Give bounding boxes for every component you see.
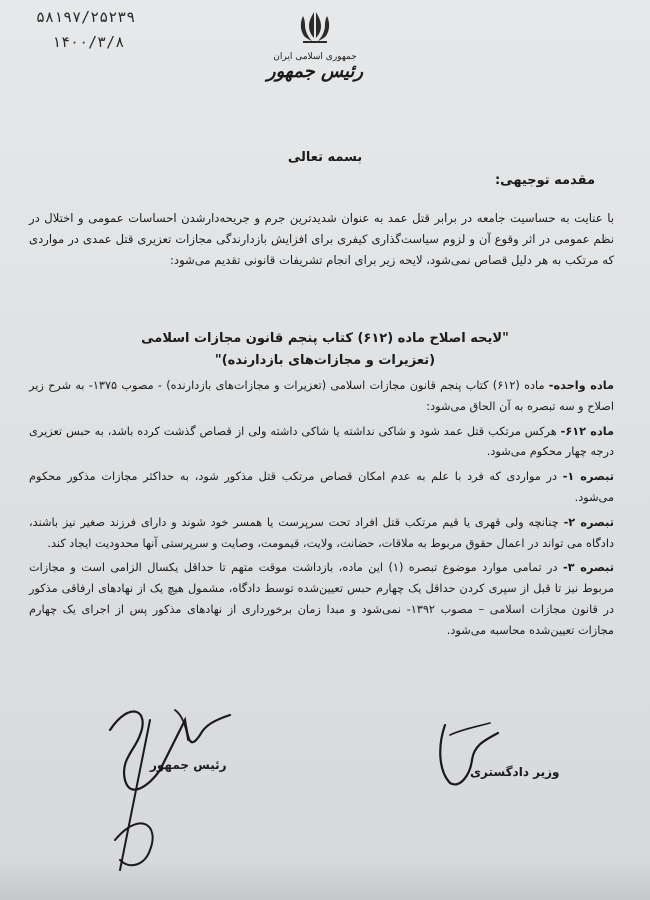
intro-heading: مقدمه توجیهی: xyxy=(494,173,595,188)
note-3-label: تبصره ۳- xyxy=(562,561,614,575)
letterhead xyxy=(250,6,380,82)
article-612-label: ماده ۶۱۲- xyxy=(560,424,614,438)
note-1-text: در مواردی که فرد با علم به عدم امکان قصاص مرتکب قتل مذکور شود، به حداکثر مجازات مذکور محکوم می‌شود. xyxy=(29,470,614,504)
intro-paragraph: با عنایت به حساسیت جامعه در برابر قتل عمد به عنوان شدیدترین جرم و جریحه‌دارشدن احساسات عمومی و اختلال در نظم عمومی در اثر وقوع آن و لزوم سیاست‌گذاری کیفری برای افزایش بازدارندگی مجازات تعزیری قتل عمدی در مواردی که مرتکب به هر دلیل قصاص نمی‌شود، لایحه زیر برای انجام تشریفات قانونی تقدیم می‌شود: xyxy=(29,211,614,267)
letter-date: ۱۴۰۰/۳/۸ xyxy=(52,33,125,51)
bill-title-line2: (تعزیرات و مجازات‌های بازدارنده)" xyxy=(214,353,436,368)
note-2-label: تبصره ۲- xyxy=(563,515,614,529)
bismillah: بسمه تعالی xyxy=(287,150,363,165)
note-1-label: تبصره ۱- xyxy=(562,470,614,484)
office-title: رئیس جمهور xyxy=(266,61,364,82)
reference-number: ۵۸۱۹۷/۲۵۲۳۹ xyxy=(36,8,136,26)
republic-title: جمهوری اسلامی ایران xyxy=(273,52,357,62)
bill-title-line1: "لایحه اصلاح ماده (۶۱۲) کتاب پنجم قانون مجازات اسلامی xyxy=(141,331,509,346)
note-1 xyxy=(29,467,614,509)
single-article xyxy=(29,376,614,418)
note-2-text: چنانچه ولی قهری یا قیم مرتکب قتل افراد تحت سرپرست یا همسر خود شوند و دارای فرزند صغیر نیز باشند، دادگاه می تواند در اعمال حقوق مربوط به ملاقات، حضانت، ولایت، قیمومت، وصایت و سرپرستی آنها محدودیت ایجاد کند. xyxy=(29,515,614,550)
note-3 xyxy=(29,558,614,641)
note-2 xyxy=(29,513,614,555)
single-article-label: ماده واحده- xyxy=(548,379,614,392)
minister-title: وزیر دادگستری xyxy=(470,765,560,779)
note-3-text: در تمامی موارد موضوع تبصره (۱) این ماده، بازداشت موقت متهم تا حداقل یکسال الزامی است و مجازات مربوط نیز تا قبل از سپری کردن حداقل یک چهارم حبس تعیین‌شده توسط دادگاه، مشمول هیچ یک از نهادهای ارفاقی مذکور در قانون مجازات اسلامی – مصوب ۱۳۹۲- نمی‌شود و مبدا زمان برخورداری از نهادهای مذکور پس از اجرای یک چهارم مجازات تعیین‌شده محاسبه می‌شود. xyxy=(29,561,614,637)
iran-emblem-icon xyxy=(295,6,335,46)
bill-title xyxy=(0,328,650,372)
single-article-text: ماده (۶۱۲) کتاب پنجم قانون مجازات اسلامی (تعزیرات و مجازات‌های بازدارنده) - مصوب ۱۳۷۵- به شرح زیر اصلاح و سه تبصره به آن الحاق می‌شود: xyxy=(29,379,614,413)
article-612-text: هرکس مرتکب قتل عمد شود و شاکی نداشته یا شاکی داشته ولی از قصاص گذشت کرده باشد، به حبس تعزیری درجه چهار محکوم می‌شود. xyxy=(29,424,614,459)
page-shadow xyxy=(0,860,650,900)
bill-body xyxy=(29,376,614,646)
article-612 xyxy=(29,422,614,464)
intro-section xyxy=(29,208,614,271)
president-title: رئیس جمهور xyxy=(150,758,227,772)
